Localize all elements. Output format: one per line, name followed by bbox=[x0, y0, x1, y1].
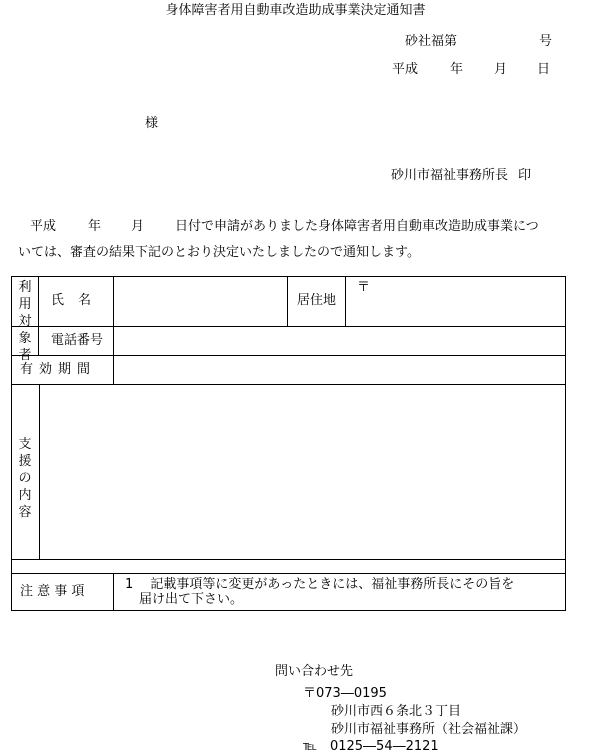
notes-text-line-1: 1 記載事項等に変更があったときには、福祉事務所長にその旨を bbox=[125, 577, 515, 592]
contact-address: 砂川市西６条北３丁目 bbox=[331, 704, 462, 719]
contact-postal-code: 〒073―0195 bbox=[303, 686, 387, 701]
addressee-suffix: 様 bbox=[145, 116, 159, 131]
issuer bbox=[391, 168, 531, 184]
support-content-field bbox=[40, 385, 565, 559]
body-month: 月 bbox=[131, 219, 145, 234]
notes-label: 注 意 事 項 bbox=[20, 584, 85, 599]
body-year: 年 bbox=[88, 219, 102, 234]
decision-form-table bbox=[11, 276, 566, 611]
support-label: 支援の内容 bbox=[18, 437, 32, 520]
name-label: 氏 名 bbox=[51, 293, 92, 308]
document-number-prefix: 砂社福第 bbox=[405, 34, 458, 49]
name-value-field bbox=[114, 277, 287, 326]
contact-telephone: ℡ 0125―54―2121 bbox=[303, 739, 439, 754]
body-line-2: いては、審査の結果下記のとおり決定いたしましたので通知します。 bbox=[18, 245, 420, 260]
issuer-name: 砂川市福祉事務所長 bbox=[391, 168, 509, 183]
validity-label: 有効期間 bbox=[20, 362, 97, 377]
date-day: 日 bbox=[537, 62, 551, 77]
document-date bbox=[392, 62, 552, 78]
body-text-rest: 日付で申請がありました身体障害者用自動車改造助成事業につ bbox=[175, 219, 539, 234]
body-line-1 bbox=[30, 219, 570, 235]
postal-mark: 〒 bbox=[357, 280, 371, 295]
body-era: 平成 bbox=[30, 219, 57, 234]
notes-text-line-2: 届け出て下さい。 bbox=[139, 592, 244, 607]
residence-label: 居住地 bbox=[297, 293, 337, 308]
phone-label: 電話番号 bbox=[51, 333, 104, 348]
seal-mark: 印 bbox=[518, 168, 532, 183]
contact-office: 砂川市福祉事務所（社会福祉課） bbox=[331, 722, 527, 737]
date-year: 年 bbox=[450, 62, 464, 77]
document-number-suffix: 号 bbox=[539, 34, 553, 49]
document-title: 身体障害者用自動車改造助成事業決定通知書 bbox=[165, 3, 426, 18]
date-month: 月 bbox=[494, 62, 508, 77]
user-group-label: 利用対象者 bbox=[18, 280, 32, 363]
document-number bbox=[405, 34, 553, 50]
contact-heading: 問い合わせ先 bbox=[275, 664, 354, 679]
date-era: 平成 bbox=[392, 62, 419, 77]
